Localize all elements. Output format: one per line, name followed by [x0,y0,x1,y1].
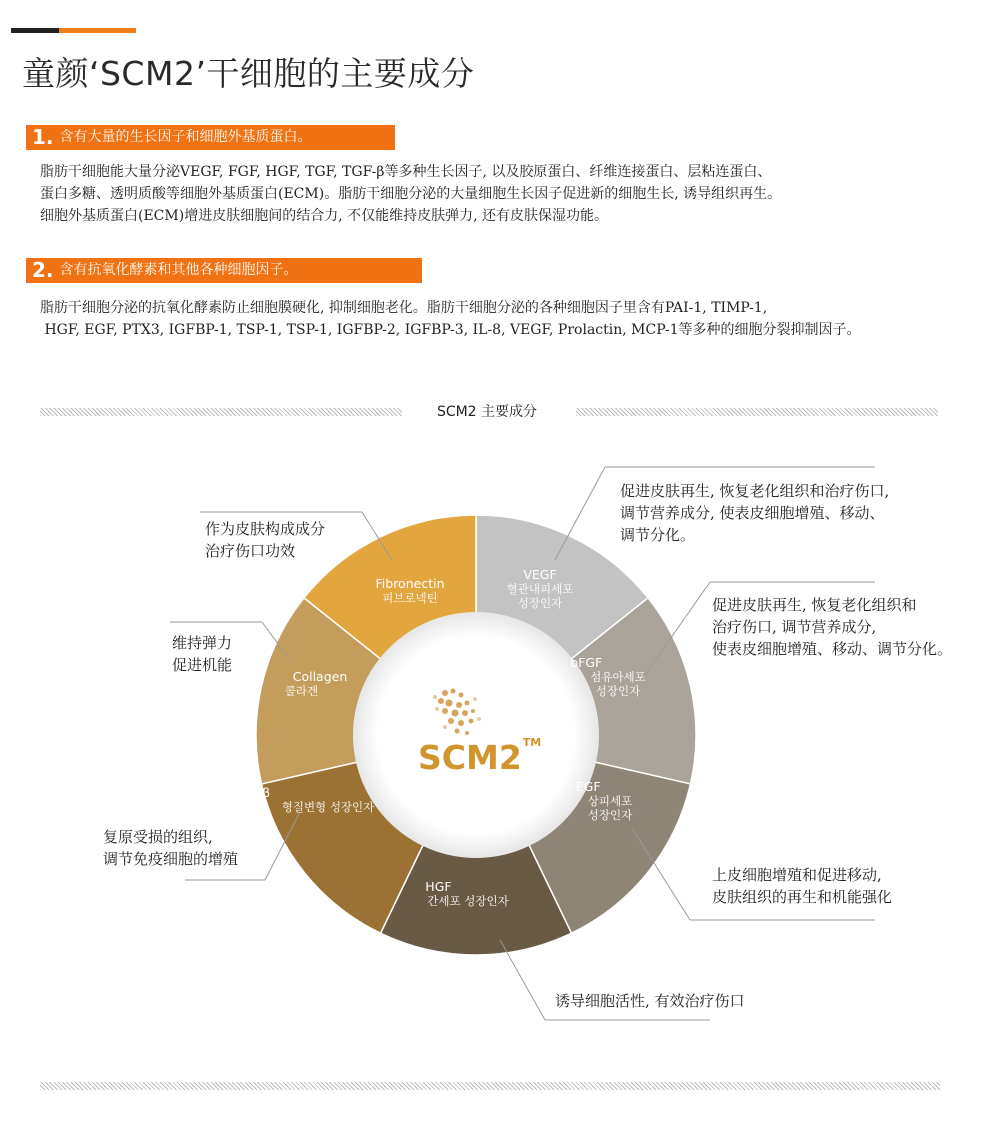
segment-name-en: EGF [575,779,601,794]
segment-name-ko: 간세포 성장인자 [427,894,509,908]
segment-name-ko: 피브로넥틴 [382,591,438,605]
section-1-line: 细胞外基质蛋白(ECM)增进皮肤细胞间的结合力, 不仅能维持皮肤弹力, 还有皮肤保湿功能。 [40,208,608,224]
note-line: 促进皮肤再生, 恢复老化组织和 [712,596,917,614]
note-line: 治疗伤口功效 [205,542,296,560]
segment-label-collagen [284,669,348,698]
segment-label-tgfb [237,785,375,814]
section-2-number: 2. [32,258,54,282]
segment-label-hgf [427,880,508,908]
note-line: 调节营养成分, 使表皮细胞增殖、移动、 [620,504,885,522]
segment-name-en: Collagen [292,669,348,684]
section-2-line: 脂肪干细胞分泌的抗氧化酵素防止细胞膜硬化, 抑制细胞老化。脂肪干细胞分泌的各种细胞因子里含有PAI-1, TIMP-1, [40,300,768,316]
segment-name-ko: 섬유아세포 성장인자 [590,670,646,698]
note-line: 诱导细胞活性, 有效治疗伤口 [555,992,745,1010]
page-title: 童颜‘SCM2’干细胞的主要成分 [22,54,475,93]
segment-name-ko: 혈관내피세포 성장인자 [506,582,574,610]
note-line: 调节分化。 [620,526,696,544]
note-collagen [172,632,232,676]
segment-name-ko: 상피세포 성장인자 [587,794,633,822]
note-line: 促进机能 [172,656,233,674]
segment-name-en: TGFβ [237,785,271,800]
segment-label-egf [575,779,633,822]
scm2-logo-text [418,738,541,777]
segment-name-en: bFGF [570,655,603,670]
note-line: 使表皮细胞增殖、移动、调节分化。 [712,640,953,658]
leader-line-hgf [500,940,545,1020]
note-egf [712,864,892,908]
trademark-mark: TM [522,736,542,749]
note-line: 复原受损的组织, [103,828,213,846]
note-line: 调节免疫细胞的增殖 [103,850,239,868]
segment-name-en: HGF [425,879,452,894]
segment-name-ko: 형질변형 성장인자 [281,800,375,814]
segment-label-fibronectin [376,577,445,605]
note-bfgf [712,594,952,660]
note-vegf [620,480,889,546]
diagram-title: SCM2 主要成分 [436,404,538,420]
segment-name-ko: 콜라겐 [284,684,319,698]
note-line: 上皮细胞增殖和促进移动, [712,866,882,884]
note-hgf [555,990,745,1012]
note-line: 作为皮肤构成成分 [205,520,326,538]
section-1-number: 1. [32,125,54,149]
note-fibronectin [205,518,325,562]
segment-name-en: VEGF [523,567,557,582]
section-2-heading-text: 含有抗氧化酵素和其他各种细胞因子。 [59,262,298,278]
segment-name-en: Fibronectin [375,576,445,591]
segment-label-vegf [507,568,574,610]
section-1-heading-text: 含有大量的生长因子和细胞外基质蛋白。 [59,129,312,145]
hatched-divider-bottom [40,1082,940,1090]
segment-label-bfgf [570,655,646,698]
note-line: 促进皮肤再生, 恢复老化组织和治疗伤口, [620,482,890,500]
note-tgfb [103,826,238,870]
note-line: 治疗伤口, 调节营养成分, [712,618,877,636]
section-2-line: HGF, EGF, PTX3, IGFBP-1, TSP-1, TSP-1, IGFBP-2, IGFBP-3, IL-8, VEGF, Prolactin, MCP-1等多种的细胞分裂抑制因子。 [40,322,861,338]
note-line: 皮肤组织的再生和机能强化 [712,888,893,906]
note-line: 维持弹力 [172,634,233,652]
scm2-logo-word: SCM2 [418,738,522,777]
section-1-line: 蛋白多糖、透明质酸等细胞外基质蛋白(ECM)。脂肪干细胞分泌的大量细胞生长因子促进新的细胞生长, 诱导组织再生。 [40,186,782,202]
section-1-line: 脂肪干细胞能大量分泌VEGF, FGF, HGF, TGF, TGF-β等多种生长因子, 以及胶原蛋白、纤维连接蛋白、层粘连蛋白、 [40,164,772,180]
